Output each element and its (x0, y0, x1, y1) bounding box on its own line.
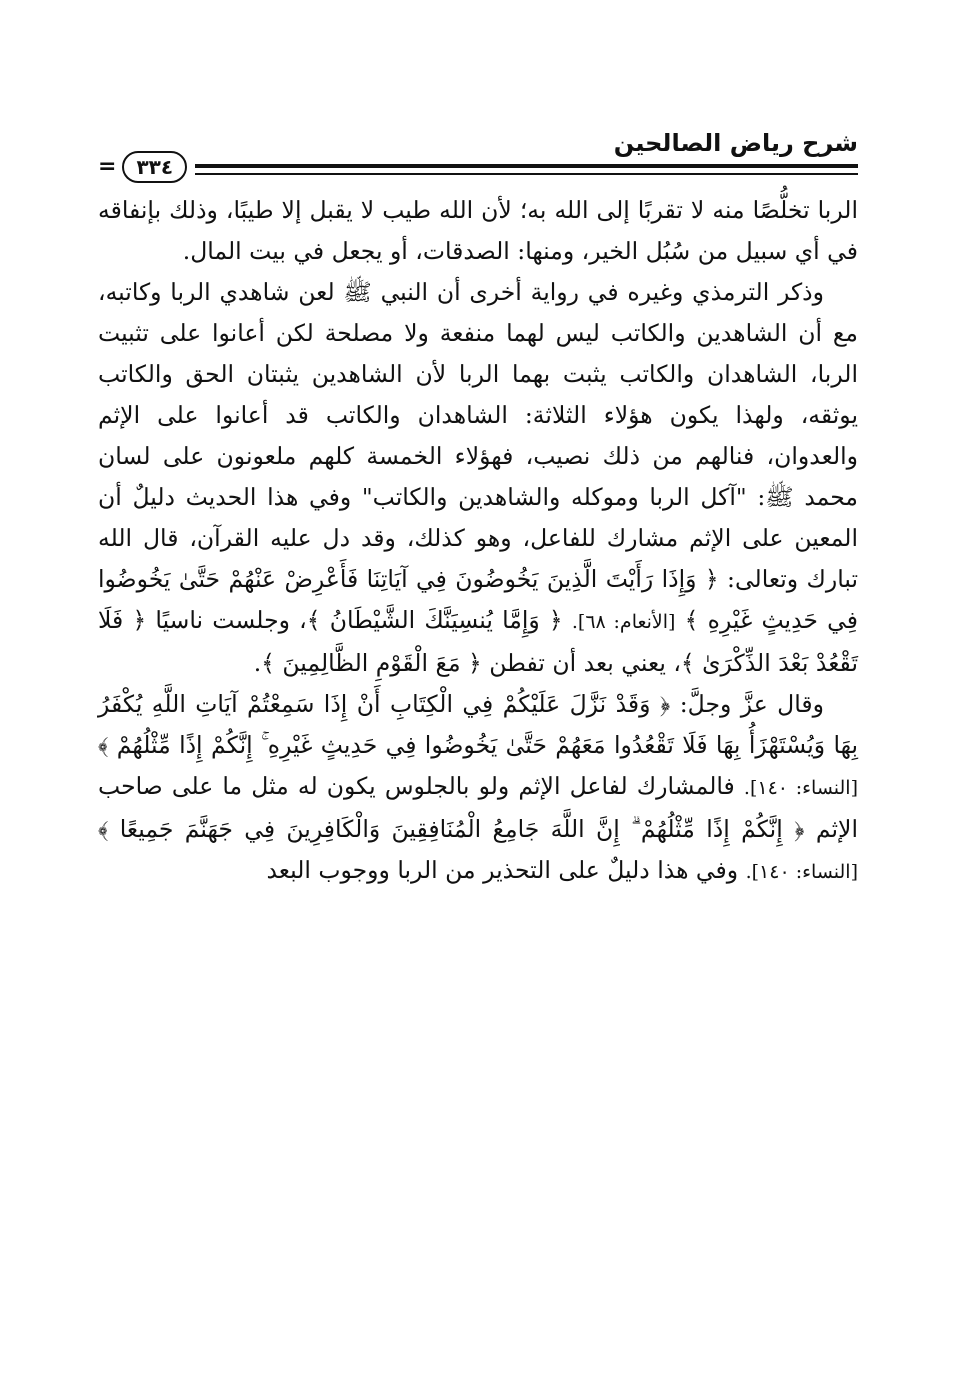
quran-verse-2: ﴿ وَإِمَّا يُنسِيَنَّكَ الشَّيْطَانُ ﴾ (306, 606, 563, 634)
quran-verse-1: ﴿ وَإِذَا رَأَيْتَ الَّذِينَ يَخُوضُونَ فِي آيَاتِنَا فَأَعْرِضْ عَنْهُمْ حَتَّىٰ يَخُوضُوا فِي حَدِيثٍ غَيْرِهِ ﴾ (98, 565, 858, 634)
page-number-block (98, 150, 195, 184)
paragraph-3-text-c: وفي هذا دليلٌ على التحذير من الربا ووجوب البعد (266, 856, 739, 884)
paragraph-2-text: وذكر الترمذي وغيره في رواية أخرى أن النبي ﷺ لعن شاهدي الربا وكاتبه، مع أن الشاهدين والكاتب ليس لهما منفعة ولا مصلحة لكن أعانوا على تثبيت الربا، الشاهدان والكاتب يثبت بهما الربا لأن الشاهدين يثبتان الحق والكاتب يوثقه، ولهذا يكون هؤلاء الثلاثة: الشاهدان والكاتب قد أعانوا على الإثم والعدوان، فنالهم من ذلك نصيب، فهؤلاء الخمسة كلهم ملعونون على لسان محمد ﷺ: "آكل الربا وموكله والشاهدين والكاتب" وفي هذا الحديث دليلٌ أن المعين على الإثم مشارك للفاعل، وهو كذلك، وقد دل عليه القرآن، قال الله تبارك وتعالى: (98, 278, 859, 593)
paragraph-3 (98, 684, 858, 893)
quran-verse-5: ﴿ وَقَدْ نَزَّلَ عَلَيْكُمْ فِي الْكِتَابِ أَنْ إِذَا سَمِعْتُمْ آيَاتِ اللَّهِ يُكْفَرُ بِهَا وَيُسْتَهْزَأُ بِهَا فَلَا تَقْعُدُوا مَعَهُمْ حَتَّىٰ يَخُوضُوا فِي حَدِيثٍ غَيْرِهِ ۚ إِنَّكُمْ إِذًا مِّثْلُهُمْ ﴾ (98, 690, 858, 759)
paragraph-3-text-b: فالمشارك لفاعل الإثم ولو بالجلوس يكون له مثل ما على صاحب الإثم (98, 772, 858, 843)
header-rule-thin (98, 173, 858, 175)
header-rule-thick (98, 164, 858, 168)
paragraph-3-text: وقال عزَّ وجلَّ: (679, 690, 824, 718)
running-header (98, 126, 858, 182)
paragraph-1: الربا تخلُّصًا منه لا تقربًا إلى الله به؛ لأن الله طيب لا يقبل إلا طيبًا، وذلك بإنفاقه في أي سبيل من سُبُل الخير، ومنها: الصدقات، أو يجعل في بيت المال. (98, 196, 858, 265)
verse-reference-2: [النساء: ١٤٠]. (743, 777, 858, 799)
paragraph-2-text-b: ، وجلست ناسيًا (155, 606, 307, 634)
quran-verse-4: ﴿ مَعَ الْقَوْمِ الظَّالِمِينَ ﴾ (261, 649, 482, 677)
verse-reference-3: [النساء: ١٤٠]. (745, 861, 858, 883)
page-number-marker: = (98, 154, 117, 179)
page-number: ٣٣٤ (122, 151, 187, 183)
main-text (98, 190, 858, 893)
quran-verse-3: ﴿ فَلَا تَقْعُدْ بَعْدَ الذِّكْرَىٰ ﴾ (98, 606, 858, 677)
paragraph-2-text-c: ، يعني بعد أن تفطن (489, 649, 681, 677)
paragraph-2-text-d: . (253, 649, 262, 677)
book-title: شرح رياض الصالحين (613, 129, 858, 157)
quran-verse-6: ﴿ إِنَّكُمْ إِذًا مِّثْلُهُمْ ۗ إِنَّ اللَّهَ جَامِعُ الْمُنَافِقِينَ وَالْكَافِرِينَ فِي جَهَنَّمَ جَمِيعًا ﴾ (98, 815, 805, 843)
paragraph-2 (98, 272, 858, 684)
verse-reference-1: [الأنعام: ٦٨]. (571, 611, 676, 633)
